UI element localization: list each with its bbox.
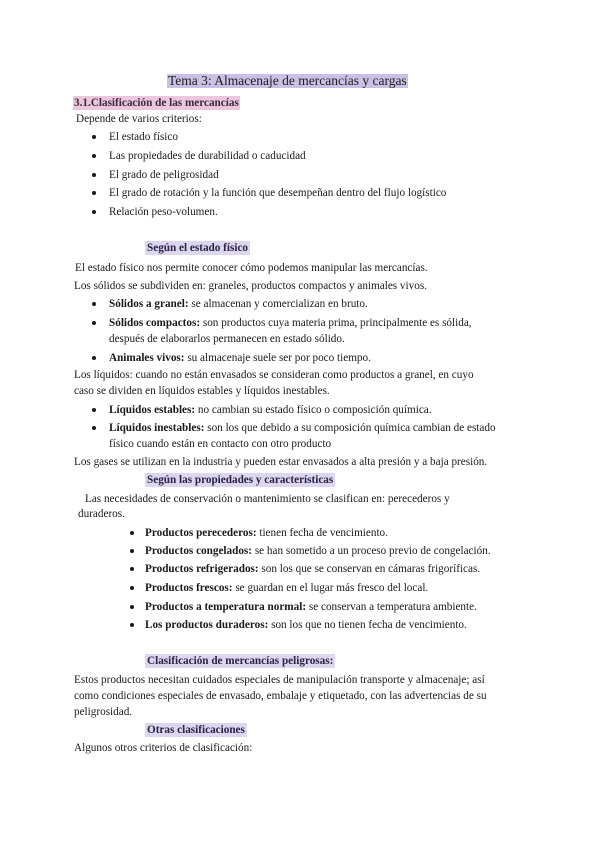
term-description: no cambian su estado físico o composición química. — [195, 404, 432, 416]
paragraph: Algunos otros criterios de clasificación: — [74, 742, 253, 754]
paragraph: Los líquidos: cuando no están envasados se consideran como productos a granel, en cuyo — [74, 369, 474, 381]
list-item — [145, 526, 388, 540]
subheading-estado-fisico: Según el estado físico — [147, 242, 248, 254]
term-description: su almacenaje suele ser por poco tiempo. — [184, 352, 371, 364]
intro-text: Depende de varios criterios: — [76, 113, 202, 125]
paragraph: peligrosidad. — [74, 706, 133, 718]
list-item — [109, 403, 432, 417]
paragraph: como condiciones especiales de envasado, embalaje y etiquetado, con las advertencias de su — [74, 690, 487, 702]
paragraph: duraderos. — [78, 508, 125, 520]
criteria-item: El estado físico — [109, 131, 178, 143]
term-label: Animales vivos: — [109, 352, 185, 364]
term-label: Productos a temperatura normal: — [145, 601, 307, 613]
term-label: Productos congelados: — [145, 545, 253, 557]
term-label: Productos perecederos: — [145, 527, 257, 539]
term-label: Productos frescos: — [145, 582, 233, 594]
bullet-icon — [130, 605, 134, 609]
term-description: se han sometido a un proceso previo de congelación. — [252, 545, 491, 557]
bullet-icon — [130, 567, 134, 571]
bullet-icon — [92, 191, 96, 195]
paragraph: Estos productos necesitan cuidados especiales de manipulación transporte y almacenaje; así — [74, 674, 485, 686]
bullet-icon — [130, 623, 134, 627]
list-item-continuation: físico cuando están en contacto con otro producto — [109, 438, 332, 450]
term-description: son los que no tienen fecha de vencimiento. — [268, 619, 467, 631]
subheading-peligrosas: Clasificación de mercancías peligrosas: — [147, 655, 334, 667]
bullet-icon — [92, 426, 96, 430]
list-item — [109, 297, 368, 311]
list-item — [145, 562, 480, 576]
term-label: Sólidos a granel: — [109, 298, 189, 310]
paragraph: Las necesidades de conservación o mantenimiento se clasifican en: perecederos y — [85, 493, 450, 505]
list-item — [145, 618, 467, 632]
term-label: Productos refrigerados: — [145, 563, 259, 575]
term-label: Líquidos inestables: — [109, 422, 205, 434]
term-description: son los que se conservan en cámaras frigoríficas. — [258, 563, 481, 575]
list-item — [109, 316, 472, 330]
paragraph: Los gases se utilizan en la industria y pueden estar envasados a alta presión y a baja presión. — [74, 456, 488, 468]
criteria-item: Las propiedades de durabilidad o caducidad — [109, 150, 306, 162]
term-description: se guardan en el lugar más fresco del local. — [232, 582, 429, 594]
bullet-icon — [130, 549, 134, 553]
term-description: se almacenan y comercializan en bruto. — [188, 298, 368, 310]
term-description: tienen fecha de vencimiento. — [256, 527, 388, 539]
bullet-icon — [92, 135, 96, 139]
term-description: se conservan a temperatura ambiente. — [306, 601, 477, 613]
term-label: Líquidos estables: — [109, 404, 196, 416]
paragraph: Los sólidos se subdividen en: graneles, productos compactos y animales vivos. — [74, 280, 427, 292]
criteria-item: Relación peso-volumen. — [109, 206, 218, 218]
section-heading: 3.1.Clasificación de las mercancías — [74, 97, 239, 109]
list-item — [109, 421, 496, 435]
subheading-propiedades: Según las propiedades y características — [147, 474, 334, 486]
bullet-icon — [92, 321, 96, 325]
list-item-continuation: después de elaborarlos permanecen en estado sólido. — [109, 333, 345, 345]
bullet-icon — [92, 210, 96, 214]
criteria-item: El grado de rotación y la función que desempeñan dentro del flujo logístico — [109, 187, 447, 199]
term-description: son productos cuya materia prima, principalmente es sólida, — [200, 317, 472, 329]
bullet-icon — [92, 356, 96, 360]
list-item — [109, 351, 371, 365]
bullet-icon — [92, 302, 96, 306]
document-title: Tema 3: Almacenaje de mercancías y cargas — [168, 73, 407, 88]
list-item — [145, 581, 428, 595]
bullet-icon — [130, 586, 134, 590]
bullet-icon — [130, 531, 134, 535]
subheading-otras: Otras clasificaciones — [147, 724, 245, 736]
bullet-icon — [92, 408, 96, 412]
term-label: Los productos duraderos: — [145, 619, 269, 631]
paragraph: caso se dividen en líquidos estables y líquidos inestables. — [74, 385, 330, 397]
bullet-icon — [92, 154, 96, 158]
paragraph: El estado físico nos permite conocer cómo podemos manipular las mercancías. — [75, 262, 428, 274]
term-description: son los que debido a su composición química cambian de estado — [204, 422, 496, 434]
bullet-icon — [92, 173, 96, 177]
list-item — [145, 600, 477, 614]
list-item — [145, 544, 491, 558]
term-label: Sólidos compactos: — [109, 317, 201, 329]
criteria-item: El grado de peligrosidad — [109, 169, 219, 181]
